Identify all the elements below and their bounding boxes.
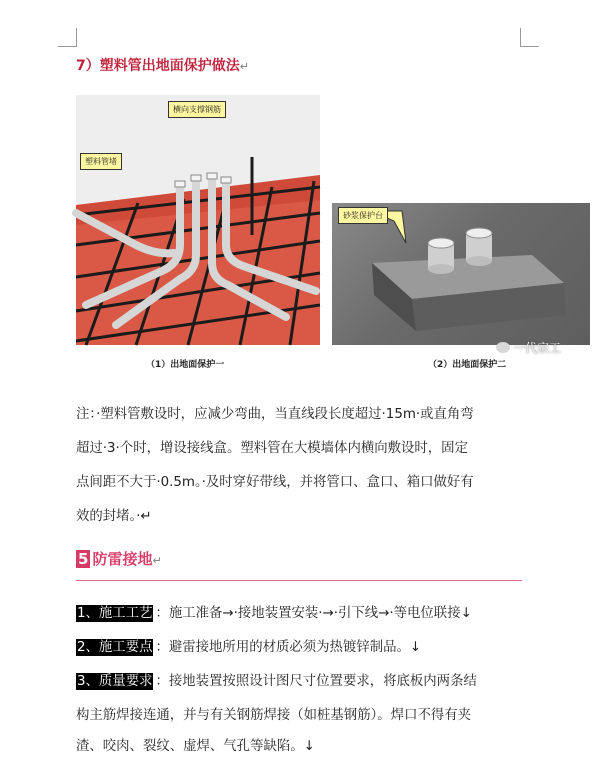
wechat-logo-icon (496, 342, 510, 353)
note-line: 点间距不大于·0.5m。·及时穿好带线，并将管口、盒口、箱口做好有 (76, 475, 474, 490)
section-title: 防雷接地 (92, 550, 153, 568)
paragraph-mark: ↵ (152, 554, 162, 567)
figure-pipe-protection (76, 95, 598, 380)
mortar-block-illustration (332, 203, 590, 345)
item-tag: 3、质量要求 (77, 674, 153, 689)
list-item (76, 631, 421, 665)
caption-protection-1: （1）出地面保护一 (146, 360, 225, 370)
item-text: ：施工准备→·接地装置安装·→·引下线→·等电位联接↓ (155, 606, 472, 621)
note-paragraph (76, 398, 522, 534)
callout-mortar-platform: 砂浆保护台 (338, 207, 388, 224)
item-continuation-line: 渣、咬肉、裂纹、虚焊、气孔等缺陷。↓ (76, 739, 315, 754)
item-text: ：避雷接地所用的材质必须为热镀锌制品。↓ (155, 640, 422, 655)
page-corner-mark-top-left (58, 28, 77, 47)
section-heading-7-text: 7）塑料管出地面保护做法 (76, 58, 240, 74)
watermark-text: 一代宗工 (513, 341, 562, 355)
note-line: 超过·3·个时，增设接线盒。塑料管在大模墙体内横向敷设时，固定 (76, 441, 468, 456)
note-line: 注：·塑料管敷设时，应减少弯曲，当直线段长度超过·15m·或直角弯 (76, 407, 474, 422)
callout-pipe-plug: 塑料管堵 (80, 153, 122, 170)
item-tag: 2、施工要点 (77, 640, 153, 655)
list-item (76, 665, 477, 699)
callout-transverse-rebar: 横向支撑钢筋 (168, 101, 226, 118)
section-divider (76, 580, 522, 581)
section-heading-7 (76, 55, 249, 75)
watermark (496, 339, 561, 356)
photo-ground-protection-1 (76, 95, 320, 370)
paragraph-mark: ↵ (239, 60, 249, 73)
item-tag: 1、施工工艺 (77, 606, 153, 621)
list-item (76, 597, 472, 631)
section-heading-5 (76, 548, 162, 569)
rebar-pipes-illustration (76, 95, 320, 345)
note-line: 效的封堵。·↵ (76, 509, 152, 524)
section-number-badge: 5 (78, 550, 89, 568)
caption-protection-2: （2）出地面保护二 (428, 360, 507, 370)
photo-ground-protection-2 (332, 203, 590, 345)
item-text: ：接地装置按照设计图尺寸位置要求，将底板内两条结 (155, 674, 477, 689)
item-continuation-line: 构主筋焊接连通，并与有关钢筋焊接（如桩基钢筋）。焊口不得有夹 (76, 708, 472, 723)
page-corner-mark-top-right (520, 28, 539, 47)
